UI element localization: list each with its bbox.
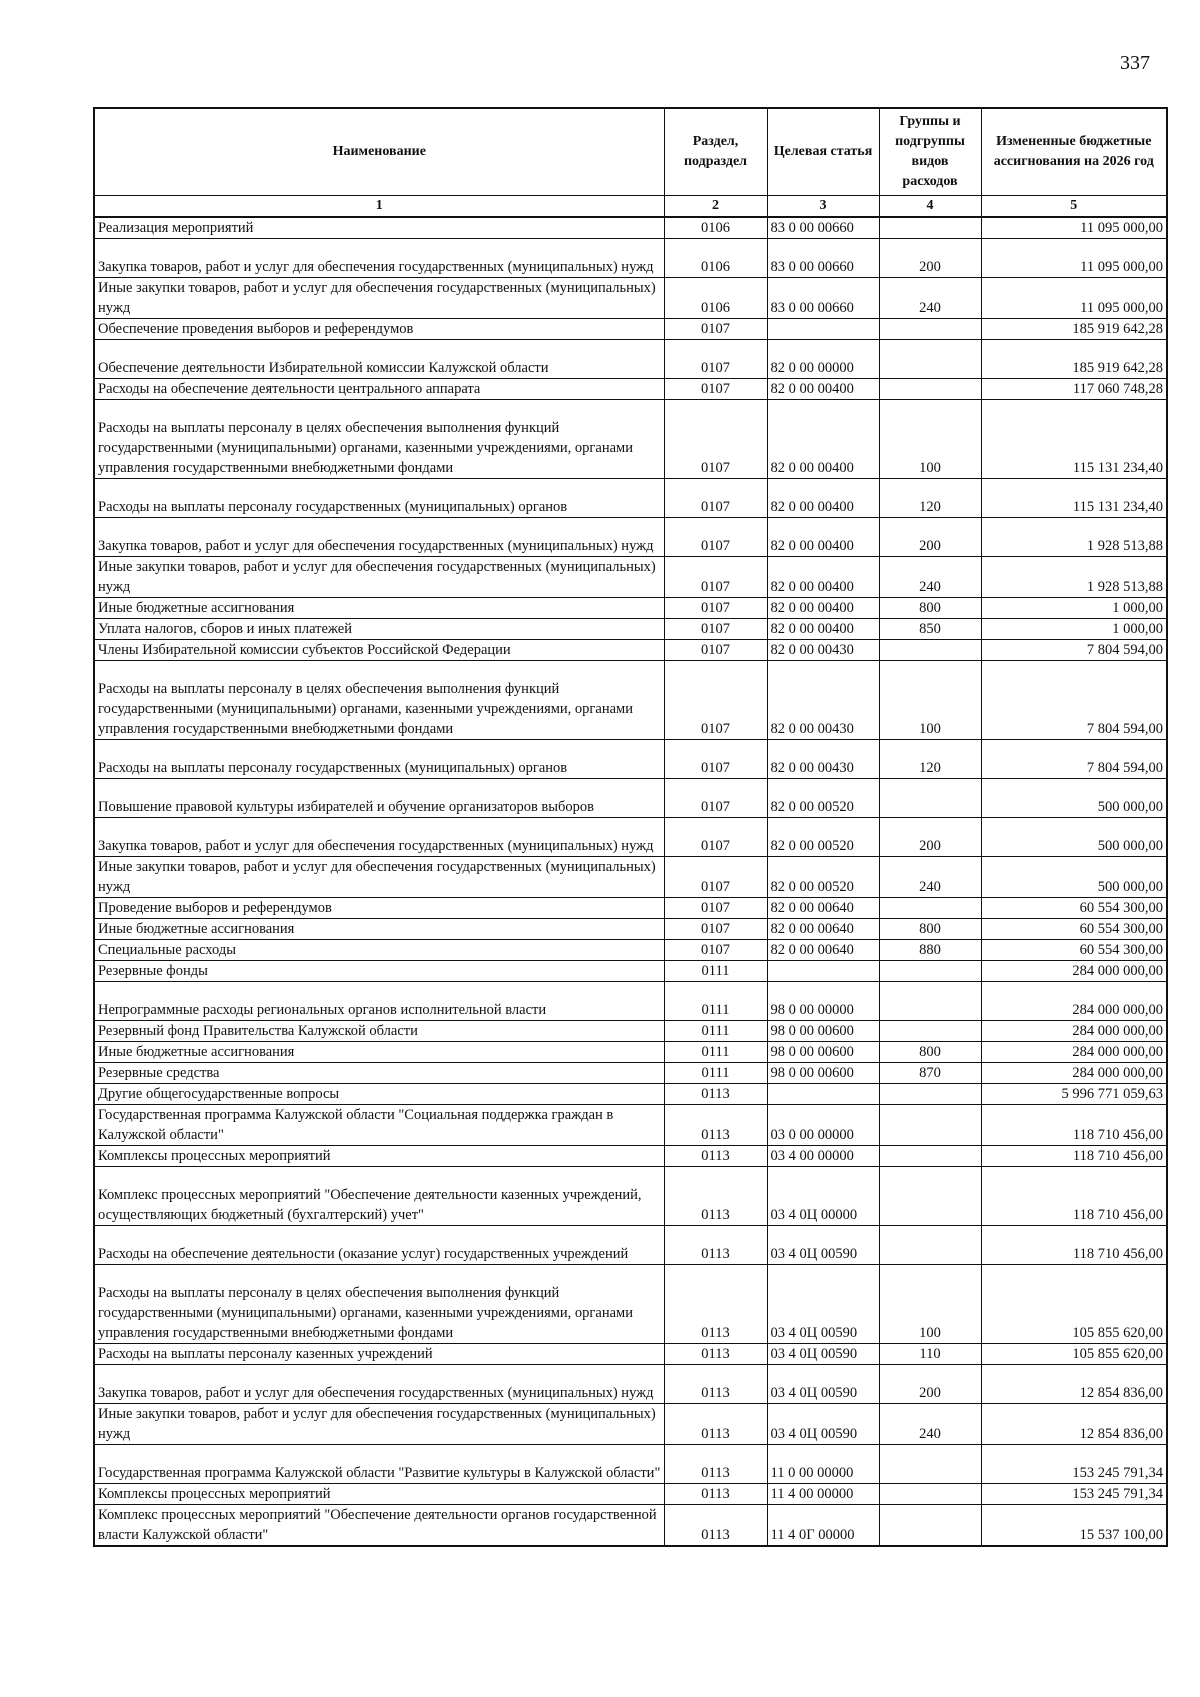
budget-table — [93, 107, 1168, 1547]
header-groups: Группы и подгруппы видов расходов — [879, 108, 981, 195]
table-row — [94, 478, 1167, 517]
column-number: 2 — [664, 195, 767, 217]
row-section: 0107 — [664, 517, 767, 556]
row-group: 100 — [879, 1265, 981, 1343]
table-row — [94, 1167, 1167, 1226]
table-row — [94, 640, 1167, 661]
row-amount: 284 000 000,00 — [981, 982, 1167, 1021]
row-article: 82 0 00 00400 — [767, 478, 879, 517]
row-group — [879, 217, 981, 239]
row-amount: 7 804 594,00 — [981, 640, 1167, 661]
row-article: 82 0 00 00000 — [767, 340, 879, 379]
row-amount: 60 554 300,00 — [981, 919, 1167, 940]
table-row — [94, 1364, 1167, 1403]
row-amount: 11 095 000,00 — [981, 217, 1167, 239]
table-row — [94, 1226, 1167, 1265]
table-row — [94, 940, 1167, 961]
row-name: Комплексы процессных мероприятий — [94, 1146, 664, 1167]
header-row — [94, 108, 1167, 195]
row-name: Расходы на выплаты персоналу государственных (муниципальных) органов — [94, 478, 664, 517]
row-name: Расходы на выплаты персоналу в целях обеспечения выполнения функций государственными (муниципальными) органами, казенными учреждениями, органами управления государственными внебюджетными фондами — [94, 1265, 664, 1343]
row-article: 98 0 00 00600 — [767, 1021, 879, 1042]
row-article — [767, 1084, 879, 1105]
column-number: 5 — [981, 195, 1167, 217]
row-name: Расходы на выплаты персоналу в целях обеспечения выполнения функций государственными (муниципальными) органами, казенными учреждениями, органами управления государственными внебюджетными фондами — [94, 661, 664, 739]
table-row — [94, 517, 1167, 556]
table-row — [94, 1505, 1167, 1547]
table-row — [94, 619, 1167, 640]
row-article: 03 4 0Ц 00590 — [767, 1226, 879, 1265]
row-amount: 105 855 620,00 — [981, 1265, 1167, 1343]
table-row — [94, 278, 1167, 319]
row-section: 0113 — [664, 1444, 767, 1483]
row-article: 83 0 00 00660 — [767, 278, 879, 319]
row-amount: 118 710 456,00 — [981, 1105, 1167, 1146]
table-row — [94, 1343, 1167, 1364]
row-name: Расходы на выплаты персоналу казенных учреждений — [94, 1343, 664, 1364]
page-number: 337 — [1120, 52, 1150, 74]
row-article: 82 0 00 00400 — [767, 517, 879, 556]
row-article: 82 0 00 00520 — [767, 857, 879, 898]
row-group: 120 — [879, 478, 981, 517]
row-amount: 1 928 513,88 — [981, 517, 1167, 556]
row-article: 98 0 00 00600 — [767, 1063, 879, 1084]
header-article: Целевая статья — [767, 108, 879, 195]
row-article: 82 0 00 00640 — [767, 898, 879, 919]
row-name: Расходы на выплаты персоналу в целях обеспечения выполнения функций государственными (муниципальными) органами, казенными учреждениями, органами управления государственными внебюджетными фондами — [94, 400, 664, 478]
table-row — [94, 1105, 1167, 1146]
row-article: 03 4 0Ц 00590 — [767, 1403, 879, 1444]
table-row — [94, 739, 1167, 778]
column-number-row — [94, 195, 1167, 217]
row-section: 0111 — [664, 1042, 767, 1063]
table-row — [94, 1042, 1167, 1063]
row-amount: 60 554 300,00 — [981, 940, 1167, 961]
table-row — [94, 1265, 1167, 1343]
row-name: Непрограммные расходы региональных органов исполнительной власти — [94, 982, 664, 1021]
row-section: 0106 — [664, 278, 767, 319]
row-article: 82 0 00 00430 — [767, 661, 879, 739]
row-group — [879, 1444, 981, 1483]
row-amount: 11 095 000,00 — [981, 239, 1167, 278]
row-group: 850 — [879, 619, 981, 640]
row-article: 03 0 00 00000 — [767, 1105, 879, 1146]
row-group: 240 — [879, 1403, 981, 1444]
row-section: 0107 — [664, 557, 767, 598]
row-amount: 1 000,00 — [981, 598, 1167, 619]
row-article: 03 4 0Ц 00590 — [767, 1265, 879, 1343]
row-article — [767, 319, 879, 340]
row-name: Резервные средства — [94, 1063, 664, 1084]
row-article: 98 0 00 00600 — [767, 1042, 879, 1063]
row-name: Резервные фонды — [94, 961, 664, 982]
table-row — [94, 961, 1167, 982]
row-group — [879, 640, 981, 661]
row-amount: 284 000 000,00 — [981, 1063, 1167, 1084]
row-name: Закупка товаров, работ и услуг для обеспечения государственных (муниципальных) нужд — [94, 1364, 664, 1403]
row-name: Иные бюджетные ассигнования — [94, 598, 664, 619]
row-group — [879, 1226, 981, 1265]
row-amount: 500 000,00 — [981, 857, 1167, 898]
row-section: 0111 — [664, 982, 767, 1021]
row-group: 800 — [879, 919, 981, 940]
row-group — [879, 961, 981, 982]
row-section: 0107 — [664, 400, 767, 478]
row-article: 98 0 00 00000 — [767, 982, 879, 1021]
row-group — [879, 778, 981, 817]
row-section: 0113 — [664, 1084, 767, 1105]
table-row — [94, 1484, 1167, 1505]
table-row — [94, 778, 1167, 817]
row-group: 240 — [879, 278, 981, 319]
row-group: 880 — [879, 940, 981, 961]
row-group — [879, 982, 981, 1021]
row-group: 100 — [879, 400, 981, 478]
row-group — [879, 1167, 981, 1226]
row-name: Иные закупки товаров, работ и услуг для обеспечения государственных (муниципальных) нужд — [94, 278, 664, 319]
row-section: 0113 — [664, 1484, 767, 1505]
table-row — [94, 919, 1167, 940]
row-name: Комплекс процессных мероприятий "Обеспечение деятельности органов государственной власти Калужской области" — [94, 1505, 664, 1547]
row-section: 0113 — [664, 1105, 767, 1146]
row-article — [767, 961, 879, 982]
row-group: 800 — [879, 1042, 981, 1063]
row-name: Расходы на обеспечение деятельности центрального аппарата — [94, 379, 664, 400]
row-name: Обеспечение проведения выборов и референдумов — [94, 319, 664, 340]
table-row — [94, 982, 1167, 1021]
row-amount: 60 554 300,00 — [981, 898, 1167, 919]
row-section: 0107 — [664, 640, 767, 661]
row-section: 0113 — [664, 1167, 767, 1226]
row-article: 82 0 00 00640 — [767, 919, 879, 940]
row-group: 800 — [879, 598, 981, 619]
table-row — [94, 1403, 1167, 1444]
row-group — [879, 1084, 981, 1105]
table-row — [94, 1063, 1167, 1084]
row-section: 0107 — [664, 619, 767, 640]
table-row — [94, 379, 1167, 400]
row-section: 0107 — [664, 598, 767, 619]
row-article: 03 4 0Ц 00590 — [767, 1364, 879, 1403]
table-row — [94, 340, 1167, 379]
row-amount: 153 245 791,34 — [981, 1444, 1167, 1483]
column-number: 4 — [879, 195, 981, 217]
row-section: 0113 — [664, 1226, 767, 1265]
column-number: 3 — [767, 195, 879, 217]
row-name: Комплекс процессных мероприятий "Обеспечение деятельности казенных учреждений, осуществляющих бюджетный (бухгалтерский) учет" — [94, 1167, 664, 1226]
row-section: 0106 — [664, 217, 767, 239]
table-row — [94, 817, 1167, 856]
row-amount: 1 000,00 — [981, 619, 1167, 640]
row-group: 110 — [879, 1343, 981, 1364]
row-group: 870 — [879, 1063, 981, 1084]
row-group: 200 — [879, 239, 981, 278]
row-article: 82 0 00 00400 — [767, 598, 879, 619]
row-amount: 12 854 836,00 — [981, 1364, 1167, 1403]
row-name: Закупка товаров, работ и услуг для обеспечения государственных (муниципальных) нужд — [94, 817, 664, 856]
row-group: 120 — [879, 739, 981, 778]
row-article: 11 4 00 00000 — [767, 1484, 879, 1505]
row-amount: 185 919 642,28 — [981, 319, 1167, 340]
row-article: 03 4 0Ц 00590 — [767, 1343, 879, 1364]
table-row — [94, 1021, 1167, 1042]
row-name: Расходы на обеспечение деятельности (оказание услуг) государственных учреждений — [94, 1226, 664, 1265]
row-group — [879, 1484, 981, 1505]
row-article: 82 0 00 00520 — [767, 817, 879, 856]
row-amount: 185 919 642,28 — [981, 340, 1167, 379]
row-amount: 7 804 594,00 — [981, 739, 1167, 778]
row-name: Государственная программа Калужской области "Социальная поддержка граждан в Калужской области" — [94, 1105, 664, 1146]
table-row — [94, 400, 1167, 478]
row-section: 0111 — [664, 1021, 767, 1042]
row-section: 0107 — [664, 898, 767, 919]
row-article: 82 0 00 00400 — [767, 619, 879, 640]
row-article: 83 0 00 00660 — [767, 239, 879, 278]
row-section: 0107 — [664, 778, 767, 817]
row-group: 240 — [879, 857, 981, 898]
row-name: Уплата налогов, сборов и иных платежей — [94, 619, 664, 640]
table-row — [94, 898, 1167, 919]
row-name: Резервный фонд Правительства Калужской области — [94, 1021, 664, 1042]
table-row — [94, 557, 1167, 598]
row-section: 0106 — [664, 239, 767, 278]
row-section: 0107 — [664, 478, 767, 517]
table-row — [94, 1146, 1167, 1167]
column-number: 1 — [94, 195, 664, 217]
row-amount: 5 996 771 059,63 — [981, 1084, 1167, 1105]
header-name: Наименование — [94, 108, 664, 195]
table-row — [94, 661, 1167, 739]
row-name: Иные закупки товаров, работ и услуг для обеспечения государственных (муниципальных) нужд — [94, 557, 664, 598]
table-row — [94, 857, 1167, 898]
table-row — [94, 217, 1167, 239]
row-amount: 12 854 836,00 — [981, 1403, 1167, 1444]
row-section: 0111 — [664, 1063, 767, 1084]
row-amount: 118 710 456,00 — [981, 1146, 1167, 1167]
row-article: 11 0 00 00000 — [767, 1444, 879, 1483]
row-article: 82 0 00 00400 — [767, 379, 879, 400]
row-article: 82 0 00 00430 — [767, 640, 879, 661]
row-amount: 117 060 748,28 — [981, 379, 1167, 400]
row-name: Иные закупки товаров, работ и услуг для обеспечения государственных (муниципальных) нужд — [94, 857, 664, 898]
table-row — [94, 319, 1167, 340]
row-article: 82 0 00 00640 — [767, 940, 879, 961]
row-name: Повышение правовой культуры избирателей и обучение организаторов выборов — [94, 778, 664, 817]
row-section: 0111 — [664, 961, 767, 982]
row-article: 82 0 00 00520 — [767, 778, 879, 817]
row-section: 0113 — [664, 1343, 767, 1364]
row-group: 240 — [879, 557, 981, 598]
row-article: 82 0 00 00400 — [767, 557, 879, 598]
row-article: 03 4 00 00000 — [767, 1146, 879, 1167]
row-article: 83 0 00 00660 — [767, 217, 879, 239]
row-name: Члены Избирательной комиссии субъектов Российской Федерации — [94, 640, 664, 661]
header-amount: Измененные бюджетные ассигнования на 2026 год — [981, 108, 1167, 195]
row-section: 0113 — [664, 1265, 767, 1343]
row-amount: 15 537 100,00 — [981, 1505, 1167, 1547]
row-amount: 1 928 513,88 — [981, 557, 1167, 598]
row-section: 0107 — [664, 857, 767, 898]
row-name: Реализация мероприятий — [94, 217, 664, 239]
row-article: 82 0 00 00400 — [767, 400, 879, 478]
header-section: Раздел, подраздел — [664, 108, 767, 195]
row-name: Специальные расходы — [94, 940, 664, 961]
row-amount: 118 710 456,00 — [981, 1167, 1167, 1226]
row-section: 0113 — [664, 1146, 767, 1167]
row-name: Проведение выборов и референдумов — [94, 898, 664, 919]
table-row — [94, 1084, 1167, 1105]
row-group — [879, 1105, 981, 1146]
row-article: 82 0 00 00430 — [767, 739, 879, 778]
row-group — [879, 1146, 981, 1167]
table-row — [94, 598, 1167, 619]
table-body — [94, 217, 1167, 1546]
row-name: Закупка товаров, работ и услуг для обеспечения государственных (муниципальных) нужд — [94, 239, 664, 278]
row-section: 0107 — [664, 739, 767, 778]
table-row — [94, 239, 1167, 278]
table-row — [94, 1444, 1167, 1483]
row-amount: 105 855 620,00 — [981, 1343, 1167, 1364]
row-section: 0107 — [664, 319, 767, 340]
row-name: Иные закупки товаров, работ и услуг для обеспечения государственных (муниципальных) нужд — [94, 1403, 664, 1444]
row-section: 0107 — [664, 340, 767, 379]
row-group: 200 — [879, 817, 981, 856]
row-amount: 500 000,00 — [981, 778, 1167, 817]
row-group — [879, 1505, 981, 1547]
row-group — [879, 1021, 981, 1042]
row-amount: 284 000 000,00 — [981, 1021, 1167, 1042]
row-section: 0107 — [664, 940, 767, 961]
row-amount: 153 245 791,34 — [981, 1484, 1167, 1505]
row-amount: 284 000 000,00 — [981, 1042, 1167, 1063]
row-group — [879, 379, 981, 400]
row-group — [879, 340, 981, 379]
row-group — [879, 319, 981, 340]
row-name: Государственная программа Калужской области "Развитие культуры в Калужской области" — [94, 1444, 664, 1483]
row-name: Иные бюджетные ассигнования — [94, 1042, 664, 1063]
row-amount: 7 804 594,00 — [981, 661, 1167, 739]
row-group — [879, 898, 981, 919]
row-section: 0113 — [664, 1364, 767, 1403]
row-name: Обеспечение деятельности Избирательной комиссии Калужской области — [94, 340, 664, 379]
row-name: Иные бюджетные ассигнования — [94, 919, 664, 940]
row-amount: 500 000,00 — [981, 817, 1167, 856]
row-name: Комплексы процессных мероприятий — [94, 1484, 664, 1505]
row-group: 200 — [879, 1364, 981, 1403]
row-name: Расходы на выплаты персоналу государственных (муниципальных) органов — [94, 739, 664, 778]
row-section: 0107 — [664, 661, 767, 739]
row-name: Другие общегосударственные вопросы — [94, 1084, 664, 1105]
row-article: 11 4 0Г 00000 — [767, 1505, 879, 1547]
row-amount: 11 095 000,00 — [981, 278, 1167, 319]
row-group: 100 — [879, 661, 981, 739]
row-section: 0113 — [664, 1505, 767, 1547]
row-group: 200 — [879, 517, 981, 556]
row-amount: 115 131 234,40 — [981, 478, 1167, 517]
row-section: 0107 — [664, 919, 767, 940]
row-name: Закупка товаров, работ и услуг для обеспечения государственных (муниципальных) нужд — [94, 517, 664, 556]
row-section: 0113 — [664, 1403, 767, 1444]
row-amount: 284 000 000,00 — [981, 961, 1167, 982]
row-section: 0107 — [664, 817, 767, 856]
row-amount: 118 710 456,00 — [981, 1226, 1167, 1265]
row-section: 0107 — [664, 379, 767, 400]
row-amount: 115 131 234,40 — [981, 400, 1167, 478]
row-article: 03 4 0Ц 00000 — [767, 1167, 879, 1226]
